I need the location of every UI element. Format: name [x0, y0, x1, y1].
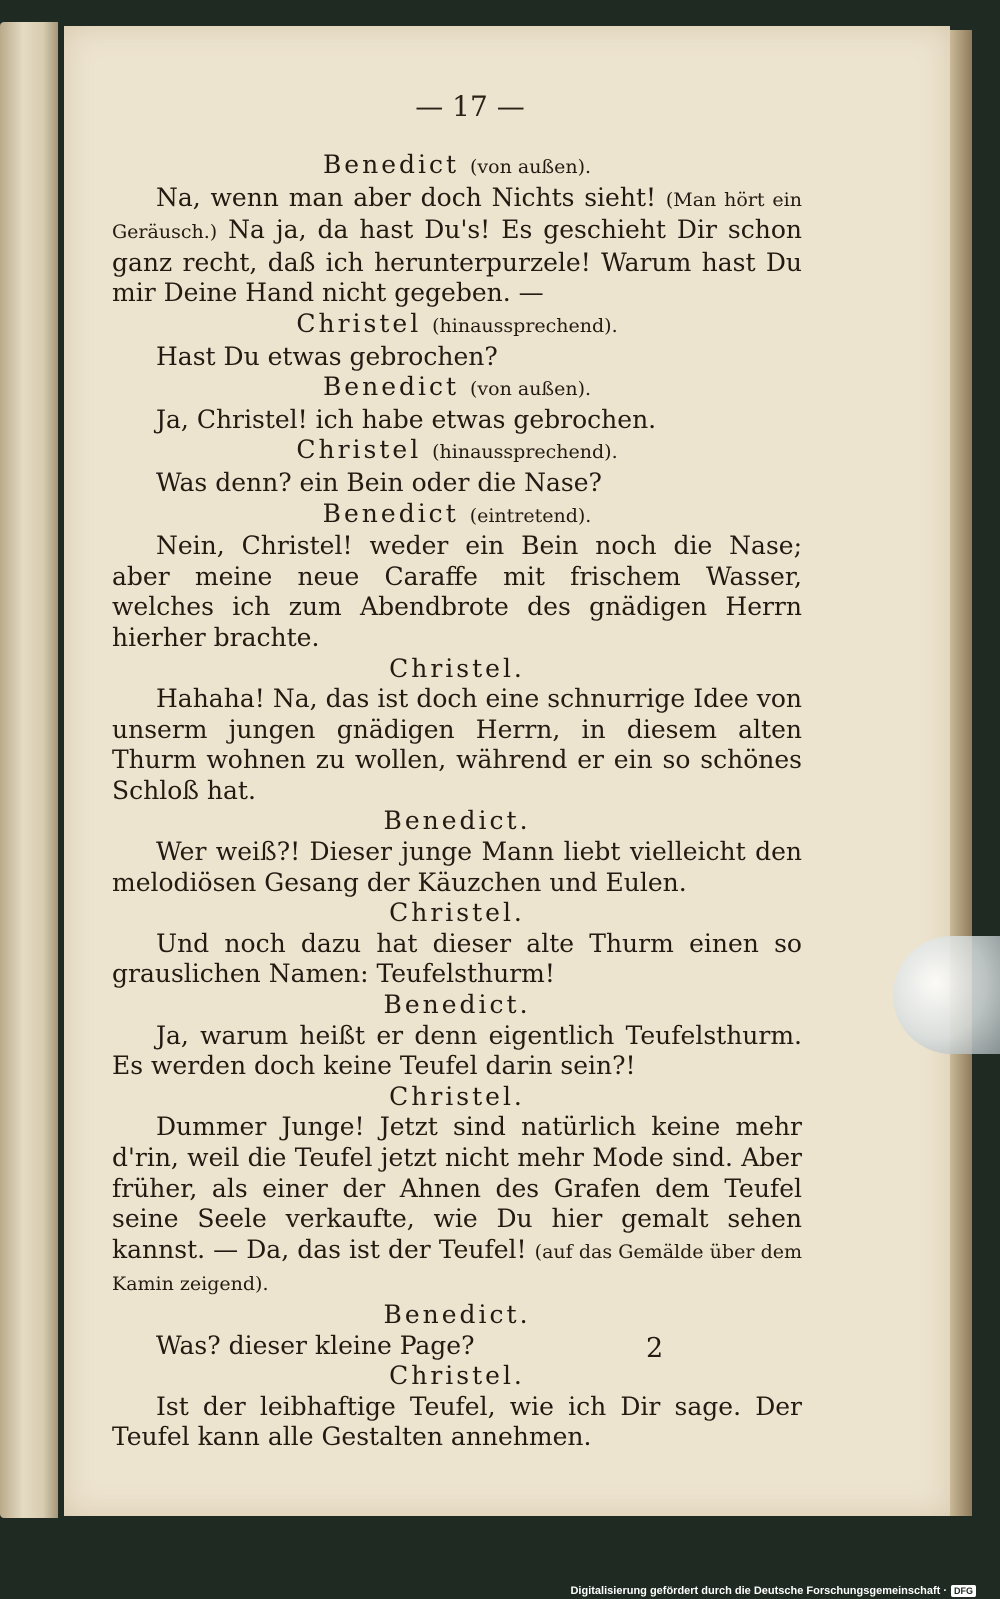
dialogue-paragraph: Was? dieser kleine Page?: [156, 1330, 475, 1360]
speaker-line: Benedict.: [383, 1299, 531, 1329]
dialogue-paragraph: Ja, Christel! ich habe etwas gebrochen.: [156, 404, 657, 434]
dialogue-paragraph: Nein, Christel! weder ein Bein noch die Nase; aber meine neue Caraffe mit frischem Wasser, welches ich zum Abendbrote des gnädigen Herrn hierher brachte.: [112, 531, 802, 652]
page-edge-right: [950, 30, 972, 1516]
dialogue-paragraph: Na, wenn man aber doch Nichts sieht! (Man hört ein Geräusch.) Na ja, da hast Du's! Es geschieht Dir schon ganz recht, daß ich herunterpurzele! Warum hast Du mir Deine Hand nicht gegeben. —: [112, 182, 802, 308]
footer-credit: [570, 1585, 976, 1597]
signature-mark: 2: [646, 1333, 664, 1364]
speaker-line: Christel.: [389, 653, 525, 683]
speaker-line: Benedict (von außen).: [322, 372, 592, 402]
dialogue-paragraph: Ja, warum heißt er denn eigentlich Teufelsthurm. Es werden doch keine Teufel darin sein?!: [112, 1020, 802, 1081]
speaker-line: Benedict (eintretend).: [322, 498, 592, 528]
dfg-logo-icon: DFG: [951, 1585, 976, 1597]
speaker-line: Benedict.: [383, 990, 531, 1020]
dialogue-paragraph: Hahaha! Na, das ist doch eine schnurrige Idee von unserm jungen gnädigen Herrn, in diesem alten Thurm wohnen zu wollen, während er ein so schönes Schloß hat.: [112, 684, 802, 805]
dialogue-paragraph: Ist der leibhaftige Teufel, wie ich Dir sage. Der Teufel kann alle Gestalten annehmen.: [112, 1391, 802, 1452]
speaker-line: Christel (hinaussprechend).: [296, 435, 618, 465]
speaker-line: Benedict (von außen).: [322, 150, 592, 179]
page-clip: [893, 936, 1000, 1054]
speaker-line: Christel.: [389, 1081, 525, 1111]
footer-text: Digitalisierung gefördert durch die Deutsche Forschungsgemeinschaft ·: [570, 1585, 947, 1597]
dialogue-paragraph: Was denn? ein Bein oder die Nase?: [156, 467, 602, 497]
dialogue-paragraph: Und noch dazu hat dieser alte Thurm einen so grauslichen Namen: Teufelsthurm!: [112, 928, 802, 989]
book-spine-left: [0, 22, 58, 1518]
speaker-line: Christel.: [389, 1361, 525, 1391]
dialogue-paragraph: Dummer Junge! Jetzt sind natürlich keine mehr d'rin, weil die Teufel jetzt nicht mehr Mode sind. Aber früher, als einer der Ahnen des Grafen dem Teufel seine Seele verkaufte, wie Du hier gemalt sehen kannst. — Da, das ist der Teufel! (auf das Gemälde über dem Kamin zeigend).: [112, 1112, 803, 1296]
speaker-line: Christel (hinaussprechend).: [296, 308, 618, 338]
page-number: — 17 —: [415, 90, 525, 123]
speaker-line: Christel.: [389, 898, 525, 928]
speaker-line: Benedict.: [383, 806, 531, 836]
dialogue-paragraph: Wer weiß?! Dieser junge Mann liebt vielleicht den melodiösen Gesang der Käuzchen und Eulen.: [112, 837, 802, 897]
page-text: [112, 150, 802, 1453]
dialogue-paragraph: Hast Du etwas gebrochen?: [156, 341, 498, 371]
